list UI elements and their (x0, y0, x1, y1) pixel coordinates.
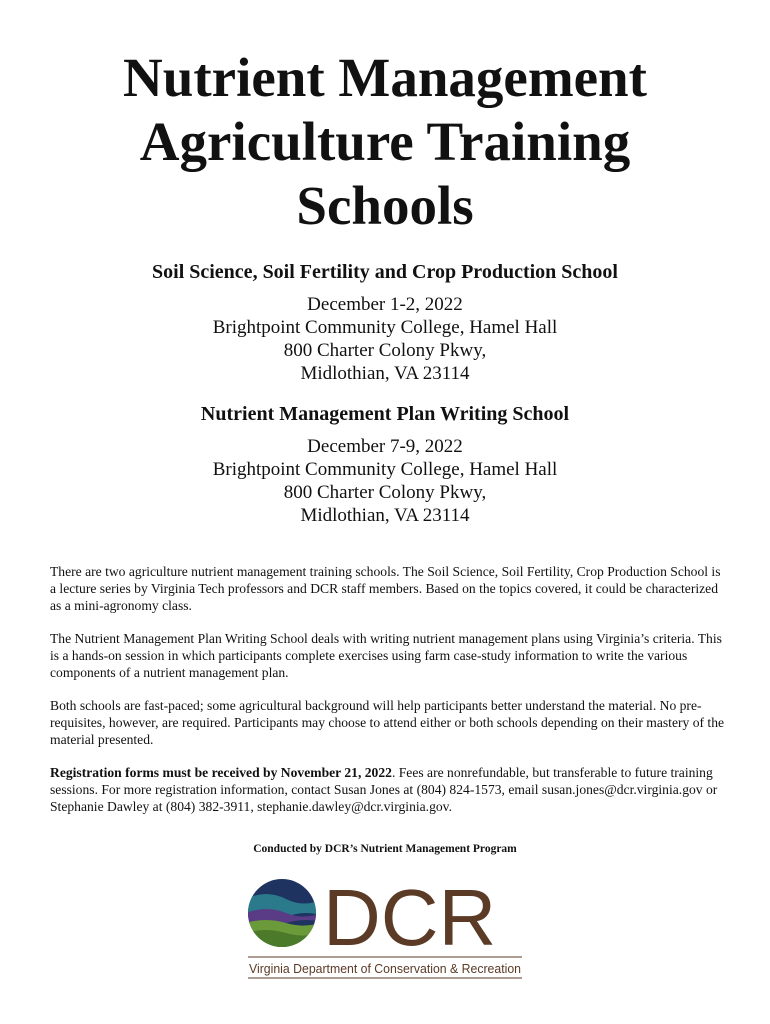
school-1-city: Midlothian, VA 23114 (300, 363, 470, 384)
dcr-globe-icon (246, 873, 326, 953)
paragraph-registration (50, 764, 728, 815)
school-1 (0, 261, 770, 385)
paragraph-pace: Both schools are fast-paced; some agricultural background will help participants better understand the material. No pre-requisites, however, are required. Participants may choose to attend either or both schools depending on their mastery of the material presented. (50, 698, 725, 747)
school-2-name: Nutrient Management Plan Writing School (200, 403, 570, 425)
school-1-date: December 1-2, 2022 (307, 294, 463, 315)
school-1-details (0, 293, 770, 385)
paragraph-plan-writing: The Nutrient Management Plan Writing School deals with writing nutrient management plans using Virginia’s criteria. This is a hands-on session in which participants complete exercises using farm case-study information to write the various components of a nutrient management plan. (50, 631, 722, 680)
title-line-1: Nutrient Management (123, 47, 647, 108)
school-2-city: Midlothian, VA 23114 (300, 505, 470, 526)
registration-details: . Fees are nonrefundable, but transferable to future training sessions. For more registration information, contact Susan Jones at (804) 824-1573, email susan.jones@dcr.virginia.gov or Stephanie Dawley at (804) 382-3911, stephanie.dawley@dcr.virginia.gov. (50, 765, 718, 814)
school-1-name: Soil Science, Soil Fertility and Crop Production School (152, 261, 618, 283)
title-line-2: Agriculture Training (139, 111, 631, 172)
school-1-street: 800 Charter Colony Pkwy, (283, 340, 487, 361)
paragraph-overview: There are two agriculture nutrient management training schools. The Soil Science, Soil Fertility, Crop Production School is a lecture series by Virginia Tech professors and DCR staff members. Based on the topics covered, it could be characterized as a mini-agronomy class. (50, 564, 721, 613)
dcr-logo-tagline: Virginia Department of Conservation & Recreation (249, 961, 521, 976)
page-title (0, 0, 770, 238)
school-2 (0, 403, 770, 527)
dcr-logo-letters: DCR (323, 873, 497, 962)
dcr-logo (246, 873, 526, 983)
school-2-venue: Brightpoint Community College, Hamel Hall (212, 459, 558, 480)
school-2-details (0, 435, 770, 527)
body-text (50, 563, 728, 831)
conducted-by: Conducted by DCR’s Nutrient Management Program (253, 843, 517, 855)
school-1-venue: Brightpoint Community College, Hamel Hall (212, 317, 558, 338)
school-2-date: December 7-9, 2022 (307, 436, 463, 457)
school-2-street: 800 Charter Colony Pkwy, (283, 482, 487, 503)
title-line-3: Schools (296, 175, 474, 236)
registration-deadline: Registration forms must be received by November 21, 2022 (50, 765, 392, 780)
